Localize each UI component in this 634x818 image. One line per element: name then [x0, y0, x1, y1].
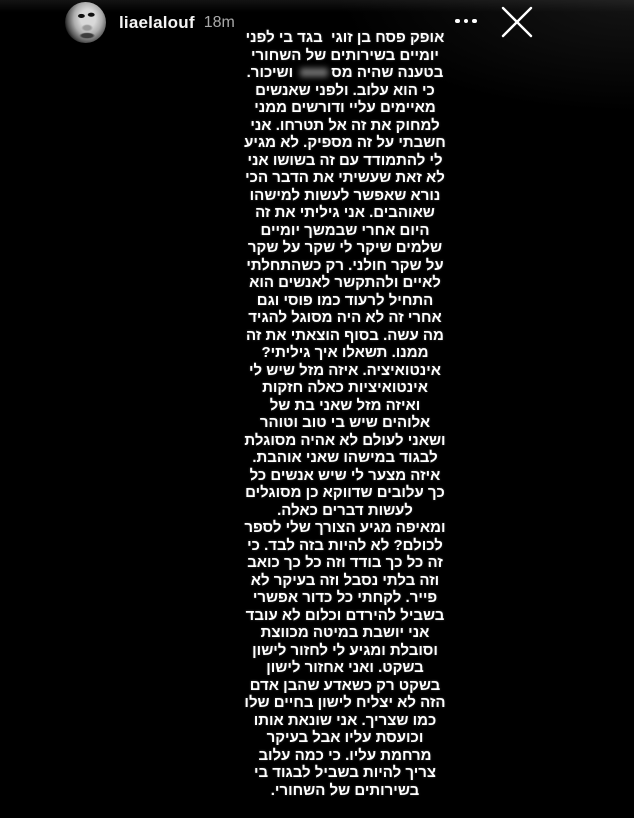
story-text-line: בשקט. ואני אחזור לישון	[266, 659, 424, 676]
story-text-line: בשקט רק כשאדע שהבן אדם	[249, 676, 441, 694]
story-header	[65, 2, 235, 43]
story-text-line: צריך להיות בשביל לבגוד בי	[253, 764, 437, 781]
story-text-line: נורא שאפשר לעשות למישהו	[249, 186, 441, 204]
story-text-line: שאוהבים. אני גיליתי את זה	[255, 204, 435, 221]
story-text-line: ממנו. תשאלו איך גיליתי?	[261, 344, 429, 361]
story-text-line: אינטואיציה. איזה מזל שיש לי	[249, 361, 441, 379]
story-text-line: לא זאת שעשיתי את הדבר הכי	[245, 169, 445, 186]
story-text-line: לעשות דברים כאלה.	[277, 501, 413, 519]
story-text-line: מה עשה. בסוף הוצאתי את זה	[246, 326, 444, 344]
username[interactable]: liaelalouf	[119, 12, 195, 32]
story-text-line: בשביל להירדם וכלום לא עובד	[245, 606, 445, 624]
story-text-line: וכועסת עליו אבל בעיקר	[266, 729, 424, 746]
story-text-line: חשבתי על זה מספיק. לא מגיע	[244, 134, 446, 151]
avatar[interactable]	[65, 2, 106, 43]
story-text-line: בטענה שהיה מס ושיכור.	[246, 64, 444, 81]
story-text	[145, 29, 545, 799]
story-text-line: ואיזה מזל שאני בת של	[269, 396, 421, 414]
story-text-line: זה כל כך בודד וזה כל כך כואב	[247, 554, 443, 571]
story-text-line: למחוק את זה אל תטרחו. אני	[250, 116, 440, 134]
story-text-line: מאיימים עליי ודורשים ממני	[254, 99, 436, 116]
ellipsis-dot	[455, 19, 460, 24]
ellipsis-dot	[464, 19, 469, 24]
story-text-line: כי הוא עלוב. ולפני שאנשים	[255, 81, 435, 99]
censored-word	[300, 68, 328, 77]
story-text-line: הזה לא יצליח לישון בחיים שלו	[244, 694, 446, 711]
story-text-line: על שקר חולני. רק כשהתחלתי	[246, 256, 444, 274]
story-text-line: וזה בלתי נסבל וזה בעיקר לא	[250, 571, 440, 589]
story-text-line: לי להתמודד עם זה בשושו אני	[247, 151, 443, 169]
story-text-line: כמו שצריך. אני שונאת אותו	[253, 711, 437, 729]
story-text-line: לאיים ולהתקשר לאנשים הוא	[249, 274, 441, 291]
ellipsis-dot	[472, 19, 477, 24]
story-text-line: ושאני לעולם לא אהיה מסוגלת	[244, 431, 446, 449]
story-text-line: אחרי זה לא היה מסוגל להגיד	[248, 309, 442, 326]
story-text-line: פייר. לקחתי כל כדור אפשרי	[252, 589, 438, 606]
story-text-line: כך עלובים שדווקא כן מסוגלים	[245, 484, 445, 501]
story-text-line: היום אחרי שבמשך יומיים	[260, 221, 430, 239]
story-text-line: התחיל לרעוד כמו פוסי וגם	[256, 291, 434, 309]
story-text-line: איזה מצער לי שיש אנשים כל	[249, 466, 441, 484]
story-text-line: מרחמת עליו. כי כמה עלוב	[258, 746, 432, 764]
story-text-line: ומאיפה מגיע הצורך שלי לספר	[244, 519, 446, 536]
story-text-line: בשירותים של השחורי.	[270, 781, 420, 799]
timestamp: 18m	[203, 13, 235, 31]
story-text-line: אלוהים שיש בי טוב וטוהר	[259, 414, 431, 431]
story-text-line: אופק פסח בן זוגי בגד בי לפני	[245, 29, 445, 46]
story-text-line: לבגוד במישהו שאני אוהבת.	[252, 449, 438, 466]
story-text-line: יומיים בשירותים של השחורי	[251, 46, 439, 64]
close-icon[interactable]	[498, 3, 536, 41]
more-options-icon[interactable]	[450, 11, 482, 31]
story-text-line: אינטואיציות כאלה חזקות	[262, 379, 428, 396]
story-text-line: לכולם? לא להיות בזה לבד. כי	[247, 536, 443, 554]
story-text-line: שלמים שיקר לי שקר על שקר	[247, 239, 443, 256]
story-text-line: אני יושבת במיטה מכווצת	[260, 624, 430, 641]
story-text-line: וסובלת ומגיע לי לחזור לישון	[252, 641, 438, 659]
